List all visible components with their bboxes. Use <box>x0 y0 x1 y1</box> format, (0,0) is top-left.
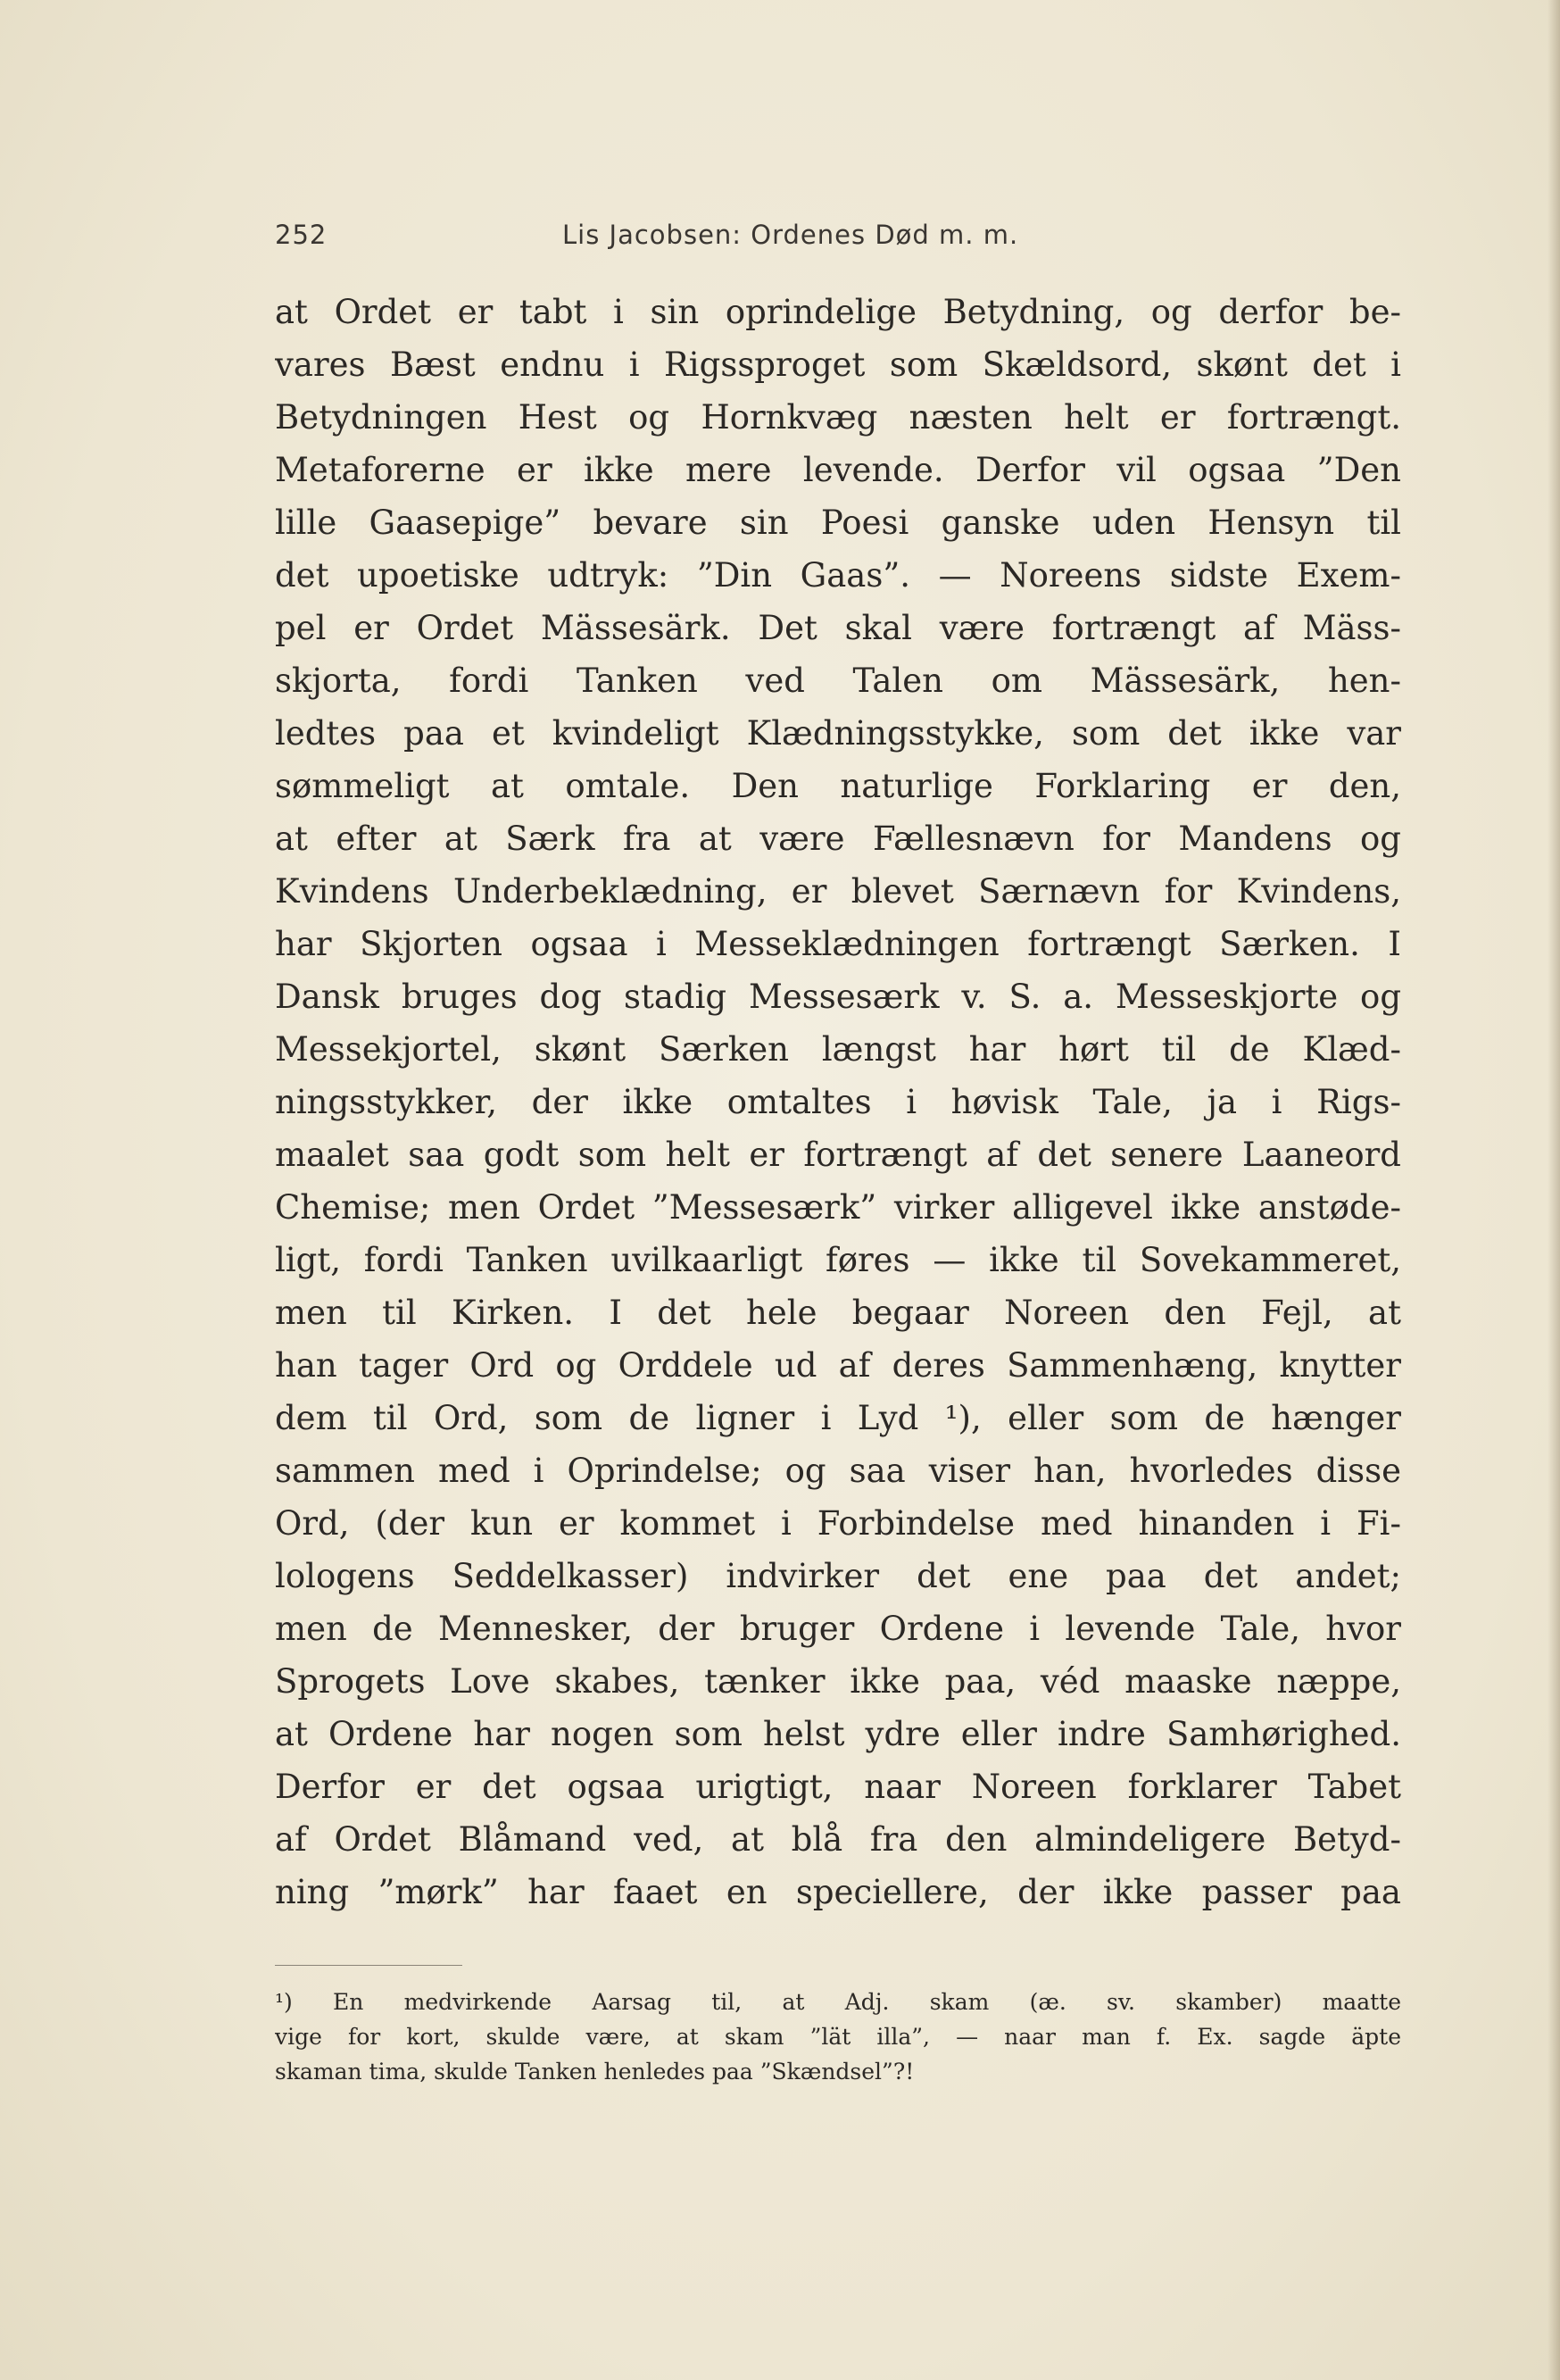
text-line: maalet saa godt som helt er fortrængt af det senere Laaneord <box>275 1136 1401 1174</box>
text-line: men til Kirken. I det hele begaar Noreen den Fejl, at <box>275 1294 1401 1332</box>
text-line: Derfor er det ogsaa urigtigt, naar Noreen forklarer Tabet <box>275 1768 1401 1806</box>
text-line: Ord, (der kun er kommet i Forbindelse med hinanden i Fi- <box>275 1504 1401 1543</box>
text-line: Chemise; men Ordet ”Messesærk” virker alligevel ikke anstøde- <box>275 1188 1401 1227</box>
text-line: sammen med i Oprindelse; og saa viser han, hvorledes disse <box>275 1452 1401 1490</box>
running-title: Lis Jacobsen: Ordenes Død m. m. <box>562 220 1019 250</box>
text-line: det upoetiske udtryk: ”Din Gaas”. — Noreens sidste Exem- <box>275 556 1401 595</box>
text-line: sømmeligt at omtale. Den naturlige Forklaring er den, <box>275 767 1401 805</box>
text-line: men de Mennesker, der bruger Ordene i levende Tale, hvor <box>275 1610 1401 1648</box>
text-line: har Skjorten ogsaa i Messeklædningen fortrængt Særken. I <box>275 925 1401 963</box>
running-head <box>275 220 1401 261</box>
footnote-line: vige for kort, skulde være, at skam ”lät illa”, — naar man f. Ex. sagde äpte <box>275 2024 1401 2050</box>
footnote-line: ¹) En medvirkende Aarsag til, at Adj. skam (æ. sv. skamber) maatte <box>275 1989 1401 2015</box>
text-line: Betydningen Hest og Hornkvæg næsten helt er fortrængt. <box>275 398 1401 437</box>
text-line: ledtes paa et kvindeligt Klædningsstykke, som det ikke var <box>275 714 1401 753</box>
text-line: ningsstykker, der ikke omtaltes i høvisk Tale, ja i Rigs- <box>275 1083 1401 1121</box>
text-line: ning ”mørk” har faaet en speciellere, der ikke passer paa <box>275 1873 1401 1911</box>
text-line: vares Bæst endnu i Rigssproget som Skældsord, skønt det i <box>275 345 1401 384</box>
footnotes <box>275 1985 1401 2089</box>
text-line: han tager Ord og Orddele ud af deres Sammenhæng, knytter <box>275 1346 1401 1385</box>
text-line: lille Gaasepige” bevare sin Poesi ganske uden Hensyn til <box>275 503 1401 542</box>
text-line: Kvindens Underbeklædning, er blevet Særnævn for Kvindens, <box>275 872 1401 911</box>
text-line: pel er Ordet Mässesärk. Det skal være fortrængt af Mäss- <box>275 609 1401 647</box>
text-line: lologens Seddelkasser) indvirker det ene paa det andet; <box>275 1557 1401 1595</box>
text-line: dem til Ord, som de ligner i Lyd ¹), eller som de hænger <box>275 1399 1401 1437</box>
text-line: Sprogets Love skabes, tænker ikke paa, véd maaske næppe, <box>275 1662 1401 1701</box>
page-edge-shadow <box>1548 0 1560 2380</box>
page-number: 252 <box>275 220 328 250</box>
text-line: ligt, fordi Tanken uvilkaarligt føres — ikke til Sovekammeret, <box>275 1241 1401 1279</box>
text-line: Messekjortel, skønt Særken længst har hørt til de Klæd- <box>275 1030 1401 1069</box>
text-line: at Ordet er tabt i sin oprindelige Betydning, og derfor be- <box>275 293 1401 331</box>
body-text <box>275 286 1401 1918</box>
footnote-rule <box>275 1965 462 1966</box>
text-line: at Ordene har nogen som helst ydre eller indre Samhørighed. <box>275 1715 1401 1753</box>
footnote-line: skaman tima, skulde Tanken henledes paa ”Skændsel”?! <box>275 2059 915 2085</box>
text-line: af Ordet Blåmand ved, at blå fra den almindeligere Betyd- <box>275 1820 1401 1859</box>
text-line: Dansk bruges dog stadig Messesærk v. S. a. Messeskjorte og <box>275 978 1401 1016</box>
text-line: skjorta, fordi Tanken ved Talen om Mässesärk, hen- <box>275 662 1401 700</box>
text-line: Metaforerne er ikke mere levende. Derfor vil ogsaa ”Den <box>275 451 1401 489</box>
text-line: at efter at Særk fra at være Fællesnævn for Mandens og <box>275 820 1401 858</box>
